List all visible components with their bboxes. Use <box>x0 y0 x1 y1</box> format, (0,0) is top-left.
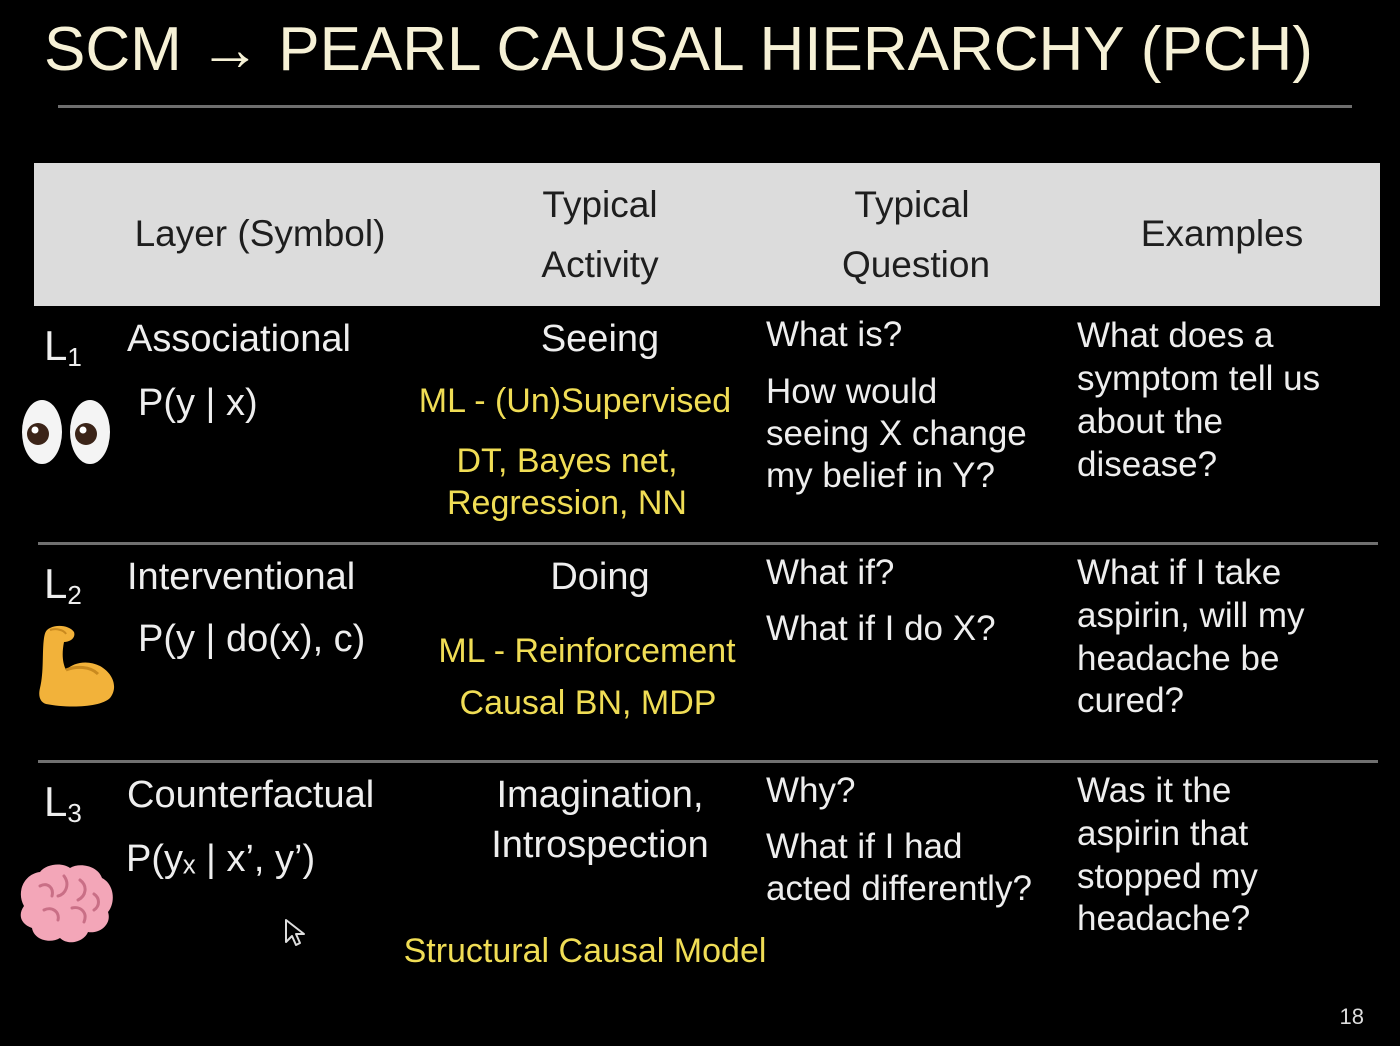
level-label-1: $L_1$ <box>44 322 82 372</box>
methods-row1-line2: Regression, NN <box>447 484 687 522</box>
level-label-3: $L_3$ <box>44 778 82 828</box>
example-row3-line2: aspirin that <box>1077 814 1249 853</box>
example-row3-line3: stopped my <box>1077 857 1258 896</box>
question-long-row3-line2: acted differently? <box>766 869 1032 908</box>
row-divider-1 <box>38 542 1378 545</box>
header-examples: Examples <box>1140 213 1304 254</box>
example-row2-line3: headache be <box>1077 639 1280 678</box>
question-short-row2: What if? <box>766 553 895 592</box>
layer-name-associational: Associational <box>127 318 351 360</box>
example-row1-line2: symptom tell us <box>1077 359 1321 398</box>
layer-name-interventional: Interventional <box>127 556 356 598</box>
ml-reinforcement: ML - Reinforcement <box>438 632 736 670</box>
question-short-row1: What is? <box>766 315 903 354</box>
example-row1-line3: about the <box>1077 402 1223 441</box>
question-long-row1-line3: my belief in Y? <box>766 456 995 495</box>
symbol-associational: P(y | x) <box>138 382 258 424</box>
brain-icon <box>14 862 116 946</box>
header-activity-line2: Activity <box>541 244 659 285</box>
header-question-line1: Typical <box>854 184 970 225</box>
activity-imagination: Imagination, <box>496 774 704 816</box>
question-short-row3: Why? <box>766 771 856 810</box>
header-activity-line1: Typical <box>542 184 658 225</box>
methods-row3-scm: Structural Causal Model <box>403 932 767 970</box>
question-long-row3-line1: What if I had <box>766 827 963 866</box>
example-row2-line4: cured? <box>1077 681 1185 720</box>
activity-seeing: Seeing <box>540 318 660 360</box>
methods-row2-line1: Causal BN, MDP <box>459 684 717 722</box>
example-row2-line1: What if I take <box>1077 553 1282 592</box>
activity-introspection: Introspection <box>491 824 709 866</box>
layer-name-counterfactual: Counterfactual <box>127 774 375 816</box>
ml-supervised: ML - (Un)Supervised <box>418 382 732 420</box>
question-long-row2-line1: What if I do X? <box>766 609 996 648</box>
symbol-interventional: P(y | do(x), c) <box>138 618 366 660</box>
eyes-icon <box>18 396 114 468</box>
title-divider <box>58 105 1352 108</box>
mouse-cursor-icon <box>284 918 306 948</box>
question-long-row1-line1: How would <box>766 372 938 411</box>
example-row3-line1: Was it the <box>1077 771 1232 810</box>
activity-doing: Doing <box>550 556 650 598</box>
slide-title: SCM → PEARL CAUSAL HIERARCHY (PCH) <box>44 15 1313 84</box>
page-number: 18 <box>1339 1004 1364 1029</box>
level-label-2: $L_2$ <box>44 560 82 610</box>
row-divider-2 <box>38 760 1378 763</box>
example-row2-line2: aspirin, will my <box>1077 596 1305 635</box>
example-row1-line1: What does a <box>1077 316 1274 355</box>
flexed-biceps-icon <box>36 622 118 708</box>
example-row3-line4: headache? <box>1077 899 1251 938</box>
example-row1-line4: disease? <box>1077 445 1218 484</box>
symbol-counterfactual: P(yₓ | x’, y’) <box>126 838 316 880</box>
question-long-row1-line2: seeing X change <box>766 414 1027 453</box>
header-layer: Layer (Symbol) <box>134 213 386 254</box>
header-question-line2: Question <box>841 244 991 285</box>
methods-row1-line1: DT, Bayes net, <box>456 442 678 480</box>
